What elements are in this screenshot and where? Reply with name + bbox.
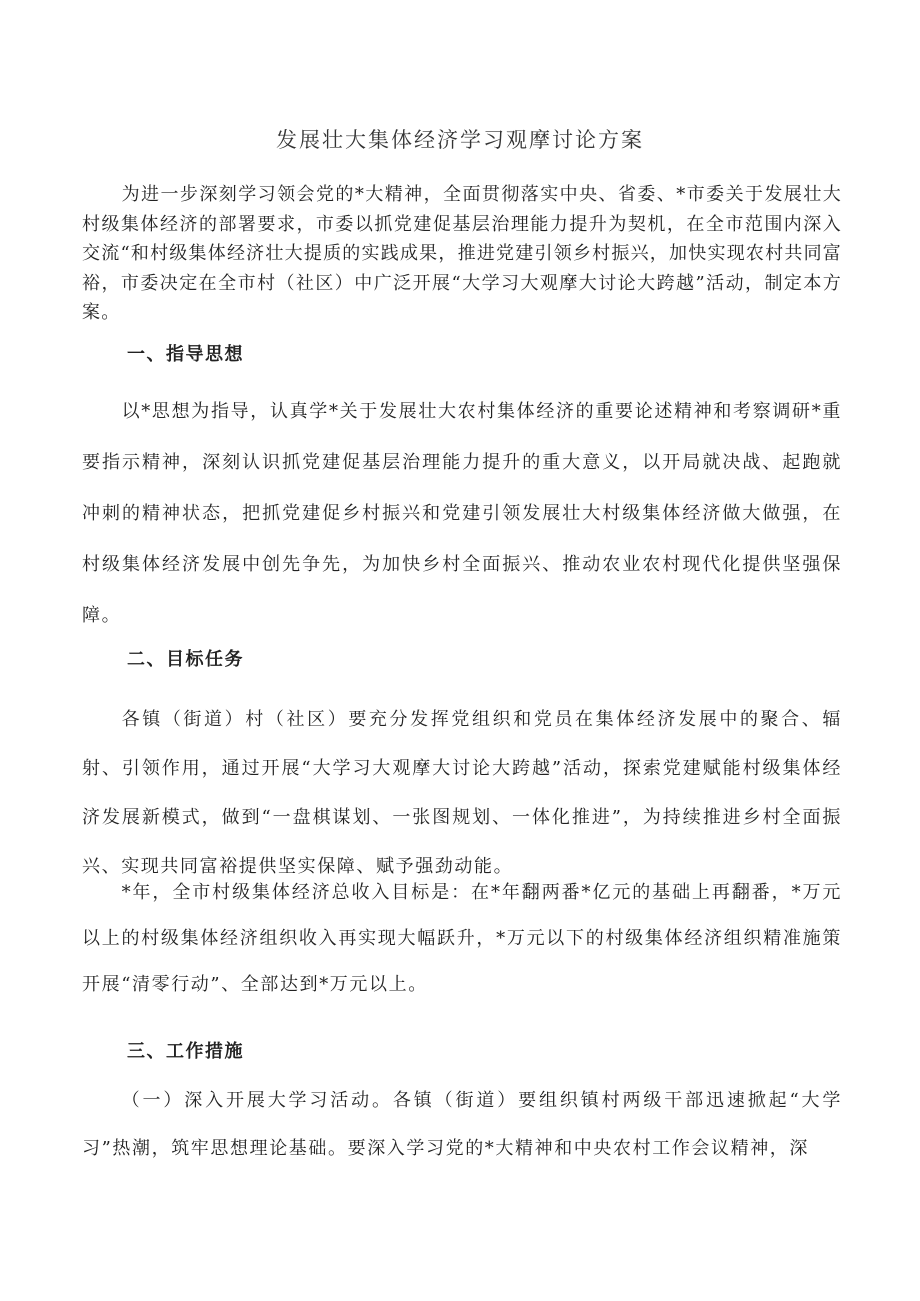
heading-goals-tasks: 二、目标任务 bbox=[127, 649, 244, 670]
section-goals-targets bbox=[82, 870, 842, 1008]
intro-section bbox=[82, 180, 842, 328]
paragraph: 以*思想为指导，认真学*关于发展壮大农村集体经济的重要论述精神和考察调研*重要指示精神，深刻认识抓党建促基层治理能力提升的重大意义，以开局就决战、起跑就冲刺的精神状态，把抓党建促乡村振兴和党建引领发展壮大村级集体经济做大做强，在村级集体经济发展中创先争先，为加快乡村全面振兴、推动农业农村现代化提供坚强保障。 bbox=[82, 401, 842, 626]
intro-paragraph: 为进一步深刻学习领会党的*大精神，全面贯彻落实中央、省委、*市委关于发展壮大村级集体经济的部署要求，市委以抓党建促基层治理能力提升为契机，在全市范围内深入交流“和村级集体经济壮大提质的实践成果，推进党建引领乡村振兴，加快实现农村共同富裕，市委决定在全市村（社区）中广泛开展“大学习大观摩大讨论大跨越”活动，制定本方案。 bbox=[82, 184, 842, 323]
paragraph: *年，全市村级集体经济总收入目标是：在*年翻两番*亿元的基础上再翻番，*万元以上的村级集体经济组织收入再实现大幅跃升，*万元以下的村级集体经济组织精准施策开展“清零行动”、全部达到*万元以上。 bbox=[82, 882, 842, 995]
document-title: 发展壮大集体经济学习观摩讨论方案 bbox=[276, 128, 644, 152]
heading-guiding-ideology: 一、指导思想 bbox=[127, 344, 244, 365]
paragraph: （一）深入开展大学习活动。各镇（街道）要组织镇村两级干部迅速掀起“大学习”热潮，筑牢思想理论基础。要深入学习党的*大精神和中央农村工作会议精神，深 bbox=[82, 1090, 842, 1159]
section-goals-tasks bbox=[82, 695, 842, 891]
section-work-measures bbox=[82, 1077, 842, 1173]
heading-work-measures: 三、工作措施 bbox=[127, 1041, 244, 1062]
section-guiding-ideology bbox=[82, 386, 842, 641]
paragraph: 各镇（街道）村（社区）要充分发挥党组织和党员在集体经济发展中的聚合、辐射、引领作用，通过开展“大学习大观摩大讨论大跨越”活动，探索党建赋能村级集体经济发展新模式，做到“一盘棋谋划、一张图规划、一体化推进”，为持续推进乡村全面振兴、实现共同富裕提供坚实保障、赋予强劲动能。 bbox=[82, 709, 842, 877]
